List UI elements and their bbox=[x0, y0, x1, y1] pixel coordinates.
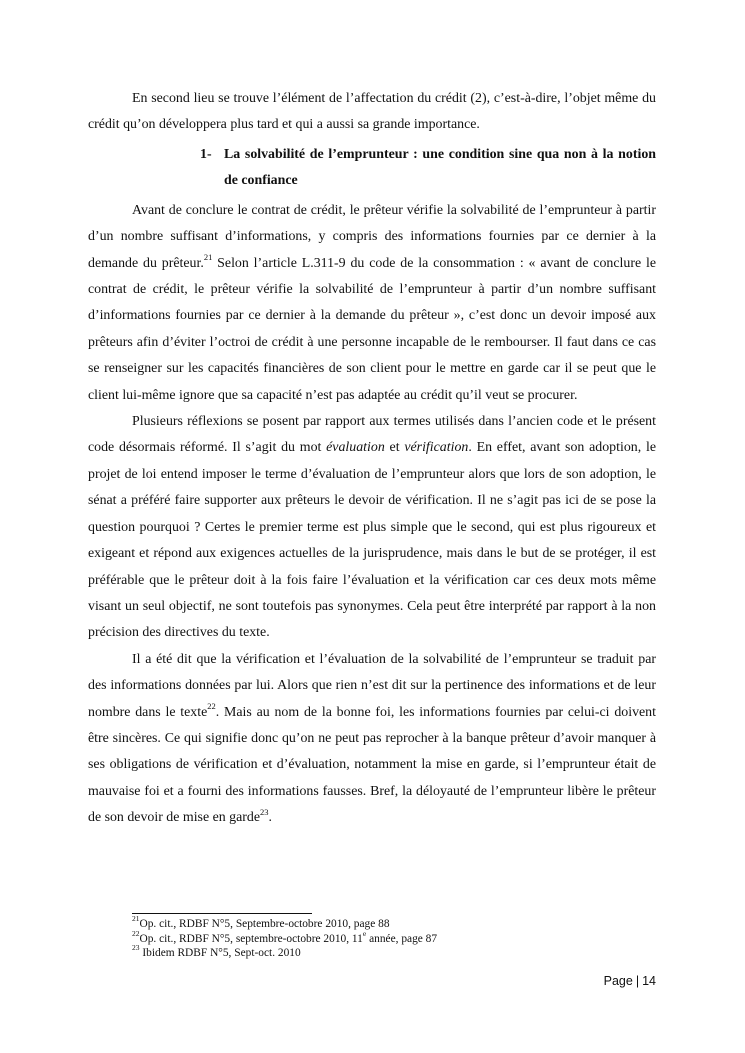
footnote-21 bbox=[132, 914, 652, 932]
term-evaluation: évaluation bbox=[326, 440, 385, 456]
footnotes bbox=[132, 913, 652, 961]
footnote-text: année, page 87 bbox=[366, 932, 438, 945]
page-separator: | bbox=[635, 974, 640, 988]
paragraph-solvency-check bbox=[88, 198, 656, 409]
paragraph-text: . bbox=[268, 810, 273, 826]
page-number: 14 bbox=[642, 974, 656, 988]
footnote-ref-21: 21 bbox=[203, 252, 213, 262]
footnote-23 bbox=[132, 943, 652, 961]
page-label: Page bbox=[603, 974, 633, 988]
footnote-text: Ibidem RDBF N°5, Sept-oct. 2010 bbox=[139, 947, 301, 960]
footnote-number: 23 bbox=[132, 943, 140, 953]
section-heading-title: La solvabilité de l’emprunteur : une condition sine qua non à la notion de confiance bbox=[224, 146, 656, 188]
paragraph-text: . Mais au nom de la bonne foi, les informations fournies par celui-ci doivent être sincères. Ce qui signifie donc qu’on ne peut pas reprocher à la banque prêteur d’avoir manquer à ses obligations de vérification et d’évaluation, notamment la mise en garde, si l’emprunteur était de mauvaise foi et a fourni des informations fausses. Bref, la déloyauté de l’emprunteur libère le prêteur de son devoir de mise en garde bbox=[88, 704, 656, 826]
paragraph-text: Il a été dit que la vérification et l’évaluation de la solvabilité de l’emprunteur se traduit par des informations données par lui. Alors que rien n’est dit sur la pertinence des informations et de leur nombre dans le texte bbox=[88, 651, 656, 720]
page-footer bbox=[604, 974, 656, 988]
paragraph-terms-reflection bbox=[88, 409, 656, 647]
paragraph-borrower-information bbox=[88, 647, 656, 832]
footnote-text: Op. cit., RDBF N°5, Septembre-octobre 2010, page 88 bbox=[139, 918, 390, 930]
paragraph-text: Selon l’article L.311-9 du code de la consommation : « avant de conclure le contrat de crédit, le prêteur vérifie la solvabilité de l’emprunteur à partir d’un nombre suffisant d’informations fournies par ce dernier à la demande du prêteur », c’est donc un devoir imposé aux prêteurs afin d’éviter l’octroi de crédit à une personne incapable de le rembourser. Il faut dans ce cas se renseigner sur les capacités financières de son client pour le mettre en garde car il se peut que le client lui-même ignore que sa capacité n’est pas adaptée au crédit qu’il veut se procurer. bbox=[88, 255, 657, 403]
intro-paragraph: En second lieu se trouve l’élément de l’affectation du crédit (2), c’est-à-dire, l’objet même du crédit qu’on développera plus tard et qui a aussi sa grande importance. bbox=[88, 91, 656, 133]
section-heading bbox=[88, 142, 656, 194]
paragraph-text: Avant de conclure le contrat de crédit, le prêteur vérifie la solvabilité de l’emprunteur à partir d’un nombre suffisant d’informations, y compris des informations fournies par ce dernier à la demande du prêteur. bbox=[88, 202, 656, 271]
footnote-number: 22 bbox=[132, 928, 140, 938]
section-heading-number: 1- bbox=[200, 146, 212, 162]
footnote-ref-22: 22 bbox=[207, 700, 216, 711]
footnote-separator bbox=[132, 913, 312, 914]
paragraph-text: et bbox=[384, 440, 405, 456]
footnote-number: 21 bbox=[132, 914, 140, 924]
term-verification: vérification bbox=[404, 440, 469, 456]
footnote-22 bbox=[132, 928, 652, 947]
footnote-ref-23: 23 bbox=[260, 806, 269, 817]
footnote-text: Op. cit., RDBF N°5, septembre-octobre 2010, 11 bbox=[139, 932, 363, 945]
body-text bbox=[88, 86, 656, 832]
paragraph-text: Plusieurs réflexions se posent par rapport aux termes utilisés dans l’ancien code et le présent code désormais réformé. Il s’agit du mot bbox=[88, 414, 656, 456]
footnote-ordinal: e bbox=[362, 928, 367, 938]
paragraph-text: . En effet, avant son adoption, le projet de loi entend imposer le terme d’évaluation de l’emprunteur alors que lors de son adoption, le sénat a préféré faire supporter aux prêteurs le devoir de vérification. Il ne s’agit pas ici de se pose la question pourquoi ? Certes le premier terme est plus simple que le second, qui est plus rigoureux et exigeant et répond aux exigences actuelles de la jurisprudence, mais dans le but de se protéger, il est préférable que le prêteur doit à la fois faire l’évaluation et la vérification car ces deux mots même visant un seul objectif, ne sont toutefois pas synonymes. Cela peut être interprété par rapport à la non précision des directives du texte. bbox=[88, 440, 656, 641]
